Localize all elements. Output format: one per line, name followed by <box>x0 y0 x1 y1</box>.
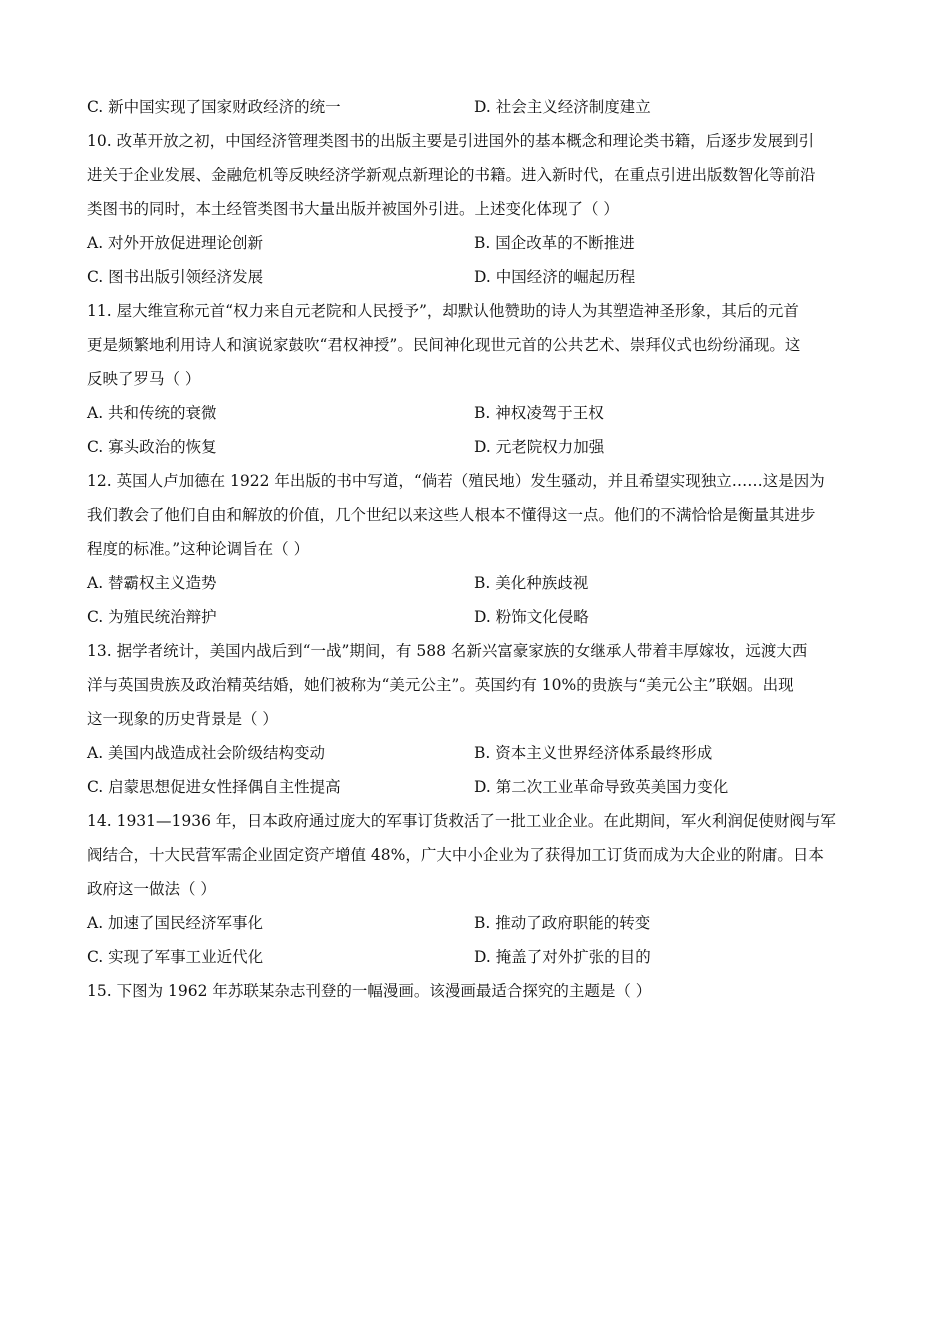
q14-option-a[interactable]: A. 加速了国民经济军事化 <box>87 914 264 932</box>
q13-option-a[interactable]: A. 美国内战造成社会阶级结构变动 <box>87 744 326 762</box>
question-14 <box>87 804 867 974</box>
q11-option-d[interactable]: D. 元老院权力加强 <box>474 438 605 456</box>
q15-stem-line-1: 15. 下图为 1962 年苏联某杂志刊登的一幅漫画。该漫画最适合探究的主题是（ ） <box>87 982 652 1000</box>
q11-options-row-cd <box>87 430 867 464</box>
q11-options-row-ab <box>87 396 867 430</box>
q12-option-b[interactable]: B. 美化种族歧视 <box>474 574 589 592</box>
q11-option-a[interactable]: A. 共和传统的衰微 <box>87 404 217 422</box>
q10-stem-line-3: 类图书的同时，本土经管类图书大量出版并被国外引进。上述变化体现了（ ） <box>87 200 619 218</box>
q10-stem-line-2: 进关于企业发展、金融危机等反映经济学新观点新理论的书籍。进入新时代，在重点引进出版数智化等前沿 <box>87 166 816 184</box>
q12-option-d[interactable]: D. 粉饰文化侵略 <box>474 608 589 626</box>
q10-option-d[interactable]: D. 中国经济的崛起历程 <box>474 268 636 286</box>
q10-option-a[interactable]: A. 对外开放促进理论创新 <box>87 234 264 252</box>
question-13 <box>87 634 867 804</box>
q13-option-b[interactable]: B. 资本主义世界经济体系最终形成 <box>474 744 713 762</box>
q13-stem-line-1: 13. 据学者统计，美国内战后到“一战”期间，有 588 名新兴富豪家族的女继承人带着丰厚嫁妆，远渡大西 <box>87 642 808 660</box>
q14-option-b[interactable]: B. 推动了政府职能的转变 <box>474 914 651 932</box>
q13-options-row-cd <box>87 770 867 804</box>
q14-stem-line-2: 阀结合，十大民营军需企业固定资产增值 48%，广大中小企业为了获得加工订货而成为大企业的附庸。日本 <box>87 846 824 864</box>
q12-stem-line-1: 12. 英国人卢加德在 1922 年出版的书中写道，“倘若（殖民地）发生骚动，并且希望实现独立……这是因为 <box>87 472 825 490</box>
q14-option-d[interactable]: D. 掩盖了对外扩张的目的 <box>474 948 651 966</box>
q14-options-row-cd <box>87 940 867 974</box>
q9-option-c[interactable]: C. 新中国实现了国家财政经济的统一 <box>87 98 341 116</box>
q10-option-b[interactable]: B. 国企改革的不断推进 <box>474 234 635 252</box>
q11-option-b[interactable]: B. 神权凌驾于王权 <box>474 404 604 422</box>
q11-stem-line-2: 更是频繁地利用诗人和演说家鼓吹“君权神授”。民间神化现世元首的公共艺术、崇拜仪式也纷纷涌现。这 <box>87 336 801 354</box>
q12-stem-line-2: 我们教会了他们自由和解放的价值，几个世纪以来这些人根本不懂得这一点。他们的不满恰恰是衡量其进步 <box>87 506 816 524</box>
question-12 <box>87 464 867 634</box>
question-10 <box>87 124 867 294</box>
q12-options-row-ab <box>87 566 867 600</box>
q14-stem-line-3: 政府这一做法（ ） <box>87 880 216 898</box>
question-11 <box>87 294 867 464</box>
question-15 <box>87 974 867 1008</box>
q11-stem-line-3: 反映了罗马（ ） <box>87 370 201 388</box>
q12-option-a[interactable]: A. 替霸权主义造势 <box>87 574 217 592</box>
exam-page <box>87 90 867 1008</box>
q13-stem-line-3: 这一现象的历史背景是（ ） <box>87 710 278 728</box>
q13-options-row-ab <box>87 736 867 770</box>
q9-options-row-cd <box>87 90 867 124</box>
q12-options-row-cd <box>87 600 867 634</box>
q11-option-c[interactable]: C. 寡头政治的恢复 <box>87 438 217 456</box>
q14-stem-line-1: 14. 1931—1936 年，日本政府通过庞大的军事订货救活了一批工业企业。在此期间，军火利润促使财阀与军 <box>87 812 836 830</box>
q12-option-c[interactable]: C. 为殖民统治辩护 <box>87 608 217 626</box>
q10-options-row-ab <box>87 226 867 260</box>
q13-option-d[interactable]: D. 第二次工业革命导致英美国力变化 <box>474 778 729 796</box>
q13-stem-line-2: 洋与英国贵族及政治精英结婚，她们被称为“美元公主”。英国约有 10%的贵族与“美元公主”联姻。出现 <box>87 676 794 694</box>
q10-options-row-cd <box>87 260 867 294</box>
q9-option-d[interactable]: D. 社会主义经济制度建立 <box>474 98 651 116</box>
q13-option-c[interactable]: C. 启蒙思想促进女性择偶自主性提高 <box>87 778 341 796</box>
q14-option-c[interactable]: C. 实现了军事工业近代化 <box>87 948 264 966</box>
q12-stem-line-3: 程度的标准。”这种论调旨在（ ） <box>87 540 310 558</box>
q10-option-c[interactable]: C. 图书出版引领经济发展 <box>87 268 264 286</box>
q14-options-row-ab <box>87 906 867 940</box>
q10-stem-line-1: 10. 改革开放之初，中国经济管理类图书的出版主要是引进国外的基本概念和理论类书籍，后逐步发展到引 <box>87 132 815 150</box>
q11-stem-line-1: 11. 屋大维宣称元首“权力来自元老院和人民授予”，却默认他赞助的诗人为其塑造神圣形象，其后的元首 <box>87 302 799 320</box>
